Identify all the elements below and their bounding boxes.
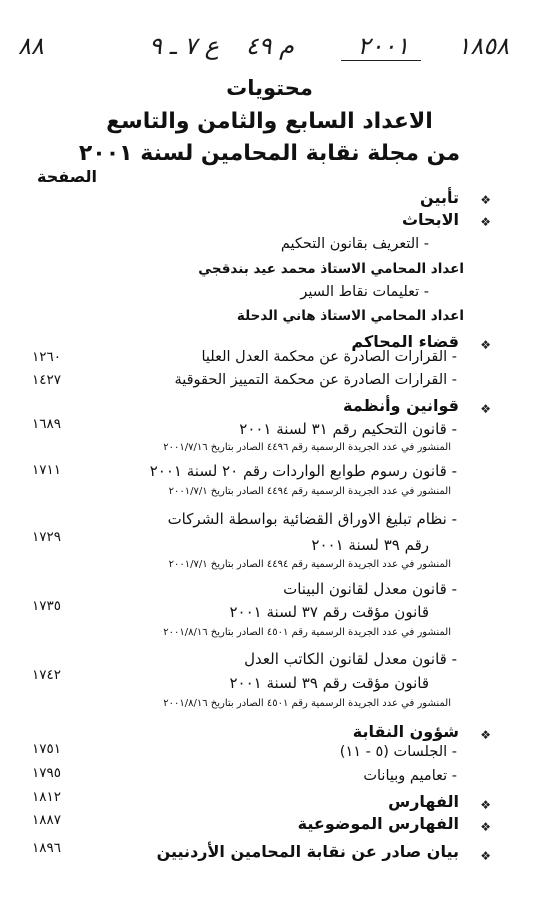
page-number: ١٧٣٥: [32, 598, 62, 614]
law-number: قانون مؤقت رقم ٣٩ لسنة ٢٠٠١: [229, 674, 429, 692]
page-number: ١٧٩٥: [32, 765, 62, 781]
page-number: ١٧١١: [32, 462, 62, 478]
page-number: ١٦٨٩: [32, 416, 62, 432]
item-circulars: - تعاميم وبيانات: [363, 768, 457, 784]
page-title: محتويات: [226, 76, 313, 100]
page-subtitle: الاعداد السابع والثامن والتاسع: [106, 109, 433, 134]
item-traffic: - تعليمات نقاط السير: [300, 284, 429, 300]
page-number: ١٧٤٢: [32, 667, 62, 683]
law-gazette-note: المنشور في عدد الجريدة الرسمية رقم ٤٤٩٤ الصادر بتاريخ ٢٠٠١/٧/١: [168, 486, 451, 497]
page-number: ١٨١٢: [32, 789, 62, 805]
law-title: - نظام تبليغ الاوراق القضائية بواسطة الشركات: [167, 510, 457, 528]
bullet-icon: ❖: [480, 338, 491, 352]
page-number: ١٨٨٧: [32, 812, 62, 828]
page-column-label: الصفحة: [36, 167, 97, 186]
item-supreme: - القرارات الصادرة عن محكمة العدل العليا: [201, 349, 457, 365]
section-tabeen: تأبين: [420, 188, 459, 207]
section-qada: قضاء المحاكم: [351, 332, 459, 351]
item-sessions: - الجلسات (٥ - ١١): [339, 744, 457, 760]
item-tahkeem-def: - التعريف بقانون التحكيم: [280, 236, 429, 252]
handwritten-volume: م ٤٩: [245, 32, 294, 60]
law-number: رقم ٣٩ لسنة ٢٠٠١: [311, 536, 429, 554]
bullet-icon: ❖: [480, 402, 491, 416]
law-title: - قانون معدل لقانون البينات: [283, 580, 457, 598]
section-syndicate: شؤون النقابة: [352, 722, 459, 741]
law-gazette-note: المنشور في عدد الجريدة الرسمية رقم ٤٥٠١ الصادر بتاريخ ٢٠٠١/٨/١٦: [163, 698, 451, 709]
item-cassation: - القرارات الصادرة عن محكمة التمييز الحقوقية: [174, 372, 457, 388]
author-line: اعداد المحامي الاستاذ محمد عيد بندقجي: [198, 261, 464, 277]
bullet-icon: ❖: [480, 798, 491, 812]
section-laws: قوانين وأنظمة: [343, 396, 459, 415]
page-number: ١٢٦٠: [32, 349, 62, 365]
handwritten-year: ٢٠٠١: [357, 32, 409, 60]
law-number: قانون مؤقت رقم ٣٧ لسنة ٢٠٠١: [229, 603, 429, 621]
section-abhath: الابحاث: [401, 210, 459, 229]
page-number: ١٧٢٩: [32, 529, 62, 545]
law-title: - قانون رسوم طوابع الواردات رقم ٢٠ لسنة ٢٠٠١: [149, 462, 457, 480]
section-topic-index: الفهارس الموضوعية: [297, 814, 459, 833]
law-gazette-note: المنشور في عدد الجريدة الرسمية رقم ٤٤٩٤ الصادر بتاريخ ٢٠٠١/٧/١: [168, 559, 451, 570]
handwritten-number-left: ٨٨: [18, 32, 44, 60]
section-indexes: الفهارس: [388, 792, 459, 811]
bullet-icon: ❖: [480, 849, 491, 863]
law-title: - قانون معدل لقانون الكاتب العدل: [244, 650, 457, 668]
bullet-icon: ❖: [480, 820, 491, 834]
page-number: ١٤٢٧: [32, 372, 62, 388]
page-number: ١٧٥١: [32, 741, 62, 757]
law-title: - قانون التحكيم رقم ٣١ لسنة ٢٠٠١: [239, 420, 457, 438]
law-gazette-note: المنشور في عدد الجريدة الرسمية رقم ٤٥٠١ الصادر بتاريخ ٢٠٠١/٨/١٦: [163, 627, 451, 638]
page-number: ١٨٩٦: [32, 840, 62, 856]
section-statement: بيان صادر عن نقابة المحامين الأردنيين: [156, 842, 459, 861]
handwritten-number-right: ١٨٥٨: [457, 32, 509, 60]
author-line: اعداد المحامي الاستاذ هاني الدحلة: [236, 308, 464, 324]
bullet-icon: ❖: [480, 193, 491, 207]
bullet-icon: ❖: [480, 728, 491, 742]
law-gazette-note: المنشور في عدد الجريدة الرسمية رقم ٤٤٩٦ الصادر بتاريخ ٢٠٠١/٧/١٦: [163, 442, 451, 453]
page-source: من مجلة نقابة المحامين لسنة ٢٠٠١: [78, 141, 461, 166]
handwritten-issue: ع ٧ ـ ٩: [148, 32, 219, 60]
bullet-icon: ❖: [480, 215, 491, 229]
handwritten-underline: [341, 60, 421, 61]
